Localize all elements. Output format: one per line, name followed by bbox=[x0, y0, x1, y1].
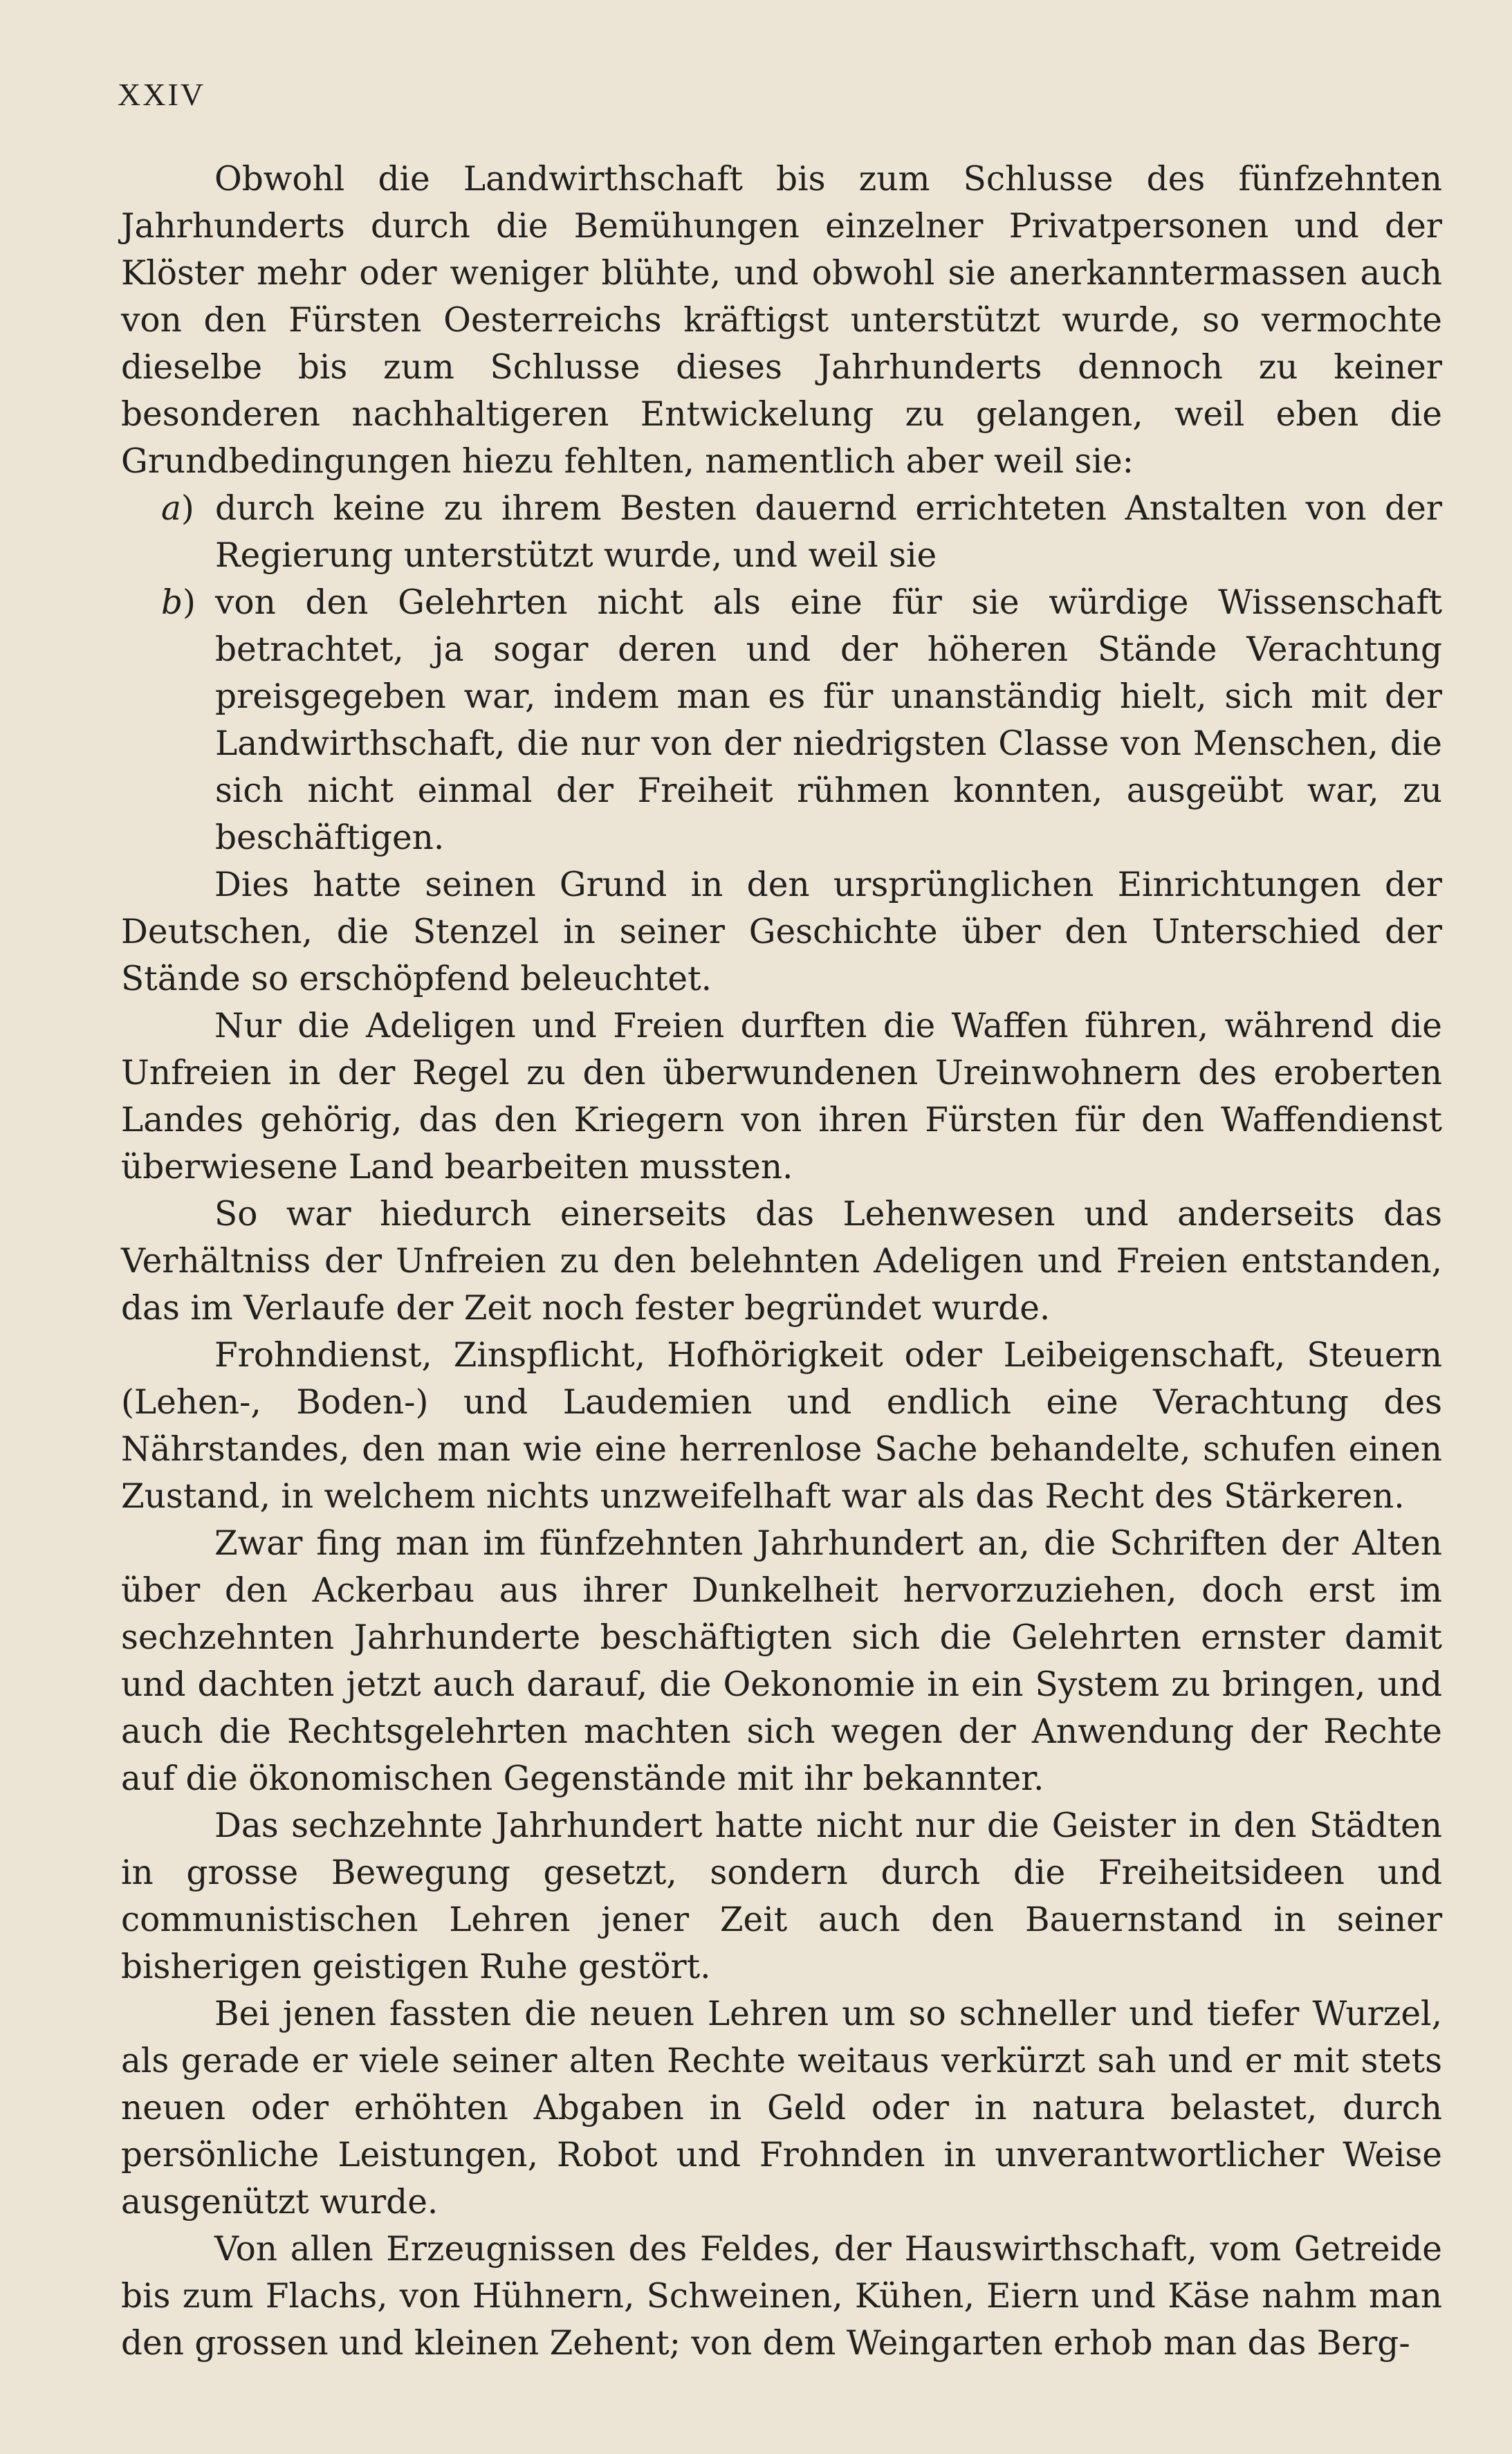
list-marker-b: b) bbox=[161, 583, 196, 622]
list-item-b bbox=[121, 579, 1442, 861]
list-item-text: von den Gelehrten nicht als eine für sie würdige Wissenschaft betrachtet, ja sogar deren und der höheren Stände Verachtung preisgegeben war, indem man es für unanständig hielt, sich mit der Landwirthschaft, die nur von der niedrigsten Classe von Menschen, die sich nicht einmal der Freiheit rühmen konnten, ausgeübt war, zu beschäftigen. bbox=[215, 583, 1442, 857]
paragraph: So war hiedurch einerseits das Lehenwesen und anderseits das Verhältniss der Unfreien zu den belehnten Adeligen und Freien entstanden, das im Verlaufe der Zeit noch fester begründet wurde. bbox=[121, 1195, 1442, 1328]
paragraph: Bei jenen fassten die neuen Lehren um so schneller und tiefer Wurzel, als gerade er viele seiner alten Rechte weitaus verkürzt sah und er mit stets neuen oder erhöhten Abgaben in Geld oder in natura belastet, durch persönliche Leistungen, Robot und Frohnden in unverantwortlicher Weise ausgenützt wurde. bbox=[121, 1995, 1442, 2222]
list-marker-a: a) bbox=[161, 489, 194, 528]
paragraph: Nur die Adeligen und Freien durften die Waffen führen, während die Unfreien in der Regel zu den überwundenen Ureinwohnern des eroberten Landes gehörig, das den Kriegern von ihren Fürsten für den Waffendienst überwiesene Land bearbeiten mussten. bbox=[121, 1007, 1442, 1187]
paragraph: Zwar fing man im fünfzehnten Jahrhundert an, die Schriften der Alten über den Ackerbau aus ihrer Dunkelheit hervorzuziehen, doch erst im sechzehnten Jahrhunderte beschäftigten sich die Gelehrten ernster damit und dachten jetzt auch darauf, die Oekonomie in ein System zu bringen, und auch die Rechtsgelehrten machten sich wegen der Anwendung der Rechte auf die ökonomischen Gegenstände mit ihr bekannter. bbox=[121, 1524, 1442, 1798]
page-body bbox=[121, 156, 1442, 2367]
paragraph: Dies hatte seinen Grund in den ursprünglichen Einrichtungen der Deutschen, die Stenzel in seiner Geschichte über den Unterschied der Stände so erschöpfend beleuchtet. bbox=[121, 866, 1442, 998]
paragraph-intro: Obwohl die Landwirthschaft bis zum Schlusse des fünfzehnten Jahrhunderts durch die Bemühungen einzelner Privatpersonen und der Klöster mehr oder weniger blühte, und obwohl sie anerkanntermassen auch von den Fürsten Oesterreichs kräftigst unterstützt wurde, so vermochte dieselbe bis zum Schlusse dieses Jahrhunderts dennoch zu keiner besonderen nachhaltigeren Entwickelung zu gelangen, weil eben die Grundbedingungen hiezu fehlten, namentlich aber weil sie: bbox=[121, 160, 1442, 481]
list-item-text: durch keine zu ihrem Besten dauernd errichteten Anstalten von der Regierung unterstützt wurde, und weil sie bbox=[215, 489, 1442, 575]
paragraph: Von allen Erzeugnissen des Feldes, der Hauswirthschaft, vom Getreide bis zum Flachs, von Hühnern, Schweinen, Kühen, Eiern und Käse nahm man den grossen und kleinen Zehent; von dem Weingarten erhob man das Berg- bbox=[121, 2230, 1442, 2363]
page-number: XXIV bbox=[118, 77, 205, 112]
paragraph: Frohndienst, Zinspflicht, Hofhörigkeit oder Leibeigenschaft, Steuern (Lehen-, Boden-) und Laudemien und endlich eine Verachtung des Nährstandes, den man wie eine herrenlose Sache behandelte, schufen einen Zustand, in welchem nichts unzweifelhaft war als das Recht des Stärkeren. bbox=[121, 1336, 1442, 1516]
paragraph: Das sechzehnte Jahrhundert hatte nicht nur die Geister in den Städten in grosse Bewegung gesetzt, sondern durch die Freiheitsideen und communistischen Lehren jener Zeit auch den Bauernstand in seiner bisherigen geistigen Ruhe gestört. bbox=[121, 1806, 1442, 1986]
list-item-a bbox=[121, 485, 1442, 579]
